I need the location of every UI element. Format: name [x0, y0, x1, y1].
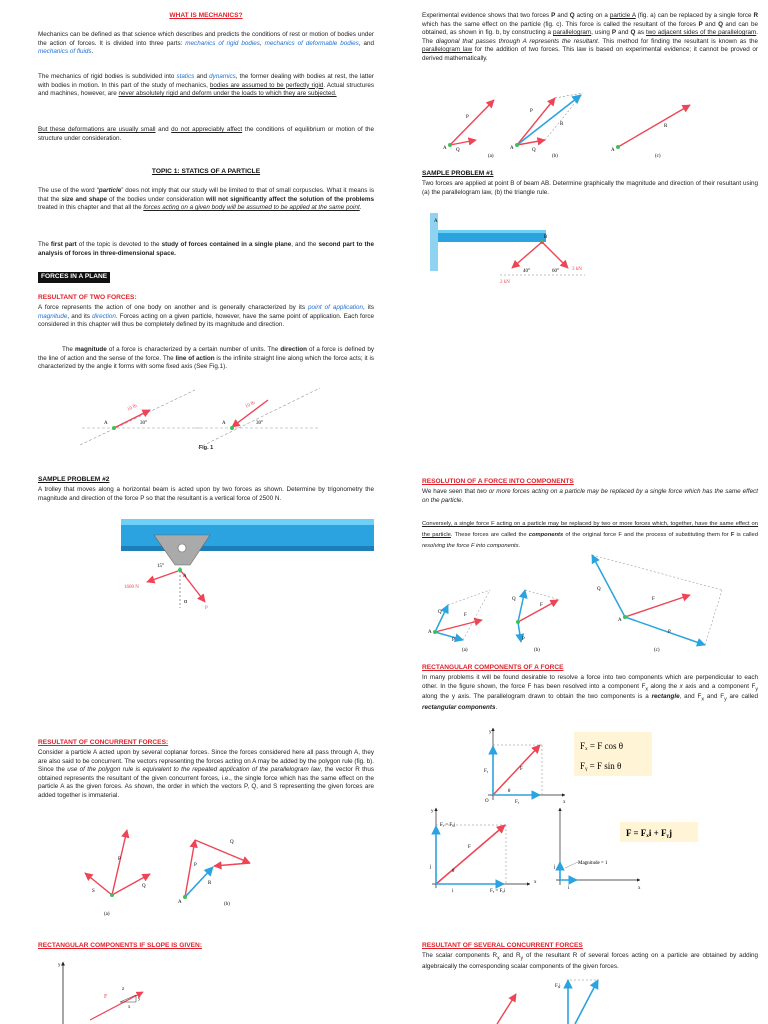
- svg-text:y: y: [431, 809, 434, 814]
- topic-paragraph-2: The first part of the topic is devoted to the study of forces contained in a single plane, and the second part to the analysis of forces in three-dimensional space.: [38, 241, 374, 257]
- resolution-figure-c: [592, 555, 722, 653]
- svg-text:Q: Q: [512, 597, 516, 602]
- several-concurrent-text: The scalar components $R_x$ and $R_y$ of the resultant R of several forces acting on a particle are obtained by adding algebraically the corresponding scalar components of the given forces.: [422, 952, 758, 970]
- svg-text:S: S: [92, 889, 95, 894]
- svg-text:y: y: [138, 997, 141, 1002]
- svg-text:F: F: [468, 845, 471, 850]
- fig1-angle-label: 30°: [140, 421, 147, 426]
- rectangular-components-text: In many problems it will be found desirable to resolve a force into two components which are perpendicular to each other. In the figure shown, the force F has been resolved into a component $F_x$ along the x axis and a component $F_y$ along the y axis. The parallelogram drawn to obtain the two components is a rectangle, and $F_x$ and $F_y$ are called rectangular components.: [422, 674, 758, 712]
- svg-text:P: P: [530, 109, 533, 114]
- svg-text:A: A: [428, 630, 432, 635]
- sample-problem-1-title: SAMPLE PROBLEM #1: [422, 170, 494, 177]
- svg-text:O: O: [485, 799, 489, 804]
- rectangular-components-title: RECTANGULAR COMPONENTS OF A FORCE: [422, 664, 564, 671]
- sample-problem-1-figure: [430, 213, 585, 285]
- svg-text:Fᵧj: Fᵧj: [555, 984, 561, 989]
- intro-paragraph-3: But these deformations are usually small and do not appreciably affect the conditions of equilibrium or motion of the structure under consideration.: [38, 126, 375, 142]
- svg-text:Q: Q: [230, 840, 234, 845]
- equation-fy: Fᵧ = F sin θ: [580, 761, 622, 771]
- sample-problem-2-title: SAMPLE PROBLEM #2: [38, 476, 110, 483]
- svg-text:A: A: [443, 146, 447, 151]
- several-concurrent-title: RESULTANT OF SEVERAL CONCURRENT FORCES: [422, 942, 583, 949]
- parallelogram-figure-a: [443, 100, 494, 159]
- svg-text:Fₓ: Fₓ: [515, 800, 520, 805]
- resolution-figure-a: [428, 590, 490, 653]
- svg-text:P: P: [668, 630, 671, 635]
- resolution-text-1: We have seen that two or more forces acting on a particle may be replaced by a single force which has the same effect on the particle.: [422, 488, 758, 504]
- concurrent-forces-title: RESULTANT OF CONCURRENT FORCES:: [38, 739, 169, 746]
- slope-figure: [58, 962, 143, 1024]
- concurrent-forces-text: Consider a particle A acted upon by several coplanar forces. Since the forces considered here all pass through A, they are also said to be concurrent. The vectors representing the forces acting on A may be added by the polygon rule (fig. b). Since the use of the polygon rule is equivalent to the repeated application of the parallelogram law, the vector R thus obtained represents the resultant of the given concurrent forces, i.e., the single force which has the same effect on the particle A as the given forces. As shown, the order in which the vectors P, Q, and S representing the given forces are added together is immaterial.: [38, 749, 374, 799]
- svg-text:y: y: [58, 963, 61, 968]
- svg-text:Q: Q: [142, 884, 146, 889]
- svg-text:F: F: [464, 613, 467, 618]
- svg-text:A: A: [178, 900, 182, 905]
- rect-components-figure-top: [484, 728, 566, 805]
- section-title-mechanics: WHAT IS MECHANICS?: [169, 12, 243, 19]
- experimental-evidence-text: Experimental evidence shows that two forces P and Q acting on a particle A (fig. a) can be replaced by a single force R which has the same effect on the particle (fig. c). This force is called the resultant of the forces P and Q and can be obtained, as shown in fig. b, by constructing a parallelogram, using P and Q as two adjacent sides of the parallelogram. The diagonal that passes through A represents the resultant. This method for finding the resultant is known as the parallelogram law for the addition of two forces. This law is based on experimental evidence; it cannot be proved or derived mathematically.: [422, 12, 759, 62]
- svg-text:R: R: [208, 881, 212, 886]
- svg-text:P: P: [194, 863, 197, 868]
- svg-text:F: F: [540, 603, 543, 608]
- svg-text:θ: θ: [508, 789, 511, 794]
- sp2-angle-label: 15°: [157, 564, 164, 569]
- svg-text:(c): (c): [655, 154, 661, 159]
- resolution-title: RESOLUTION OF A FORCE INTO COMPONENTS: [422, 478, 574, 485]
- sample-problem-1-text: Two forces are applied at point B of beam AB. Determine graphically the magnitude and direction of their resultant using (a) the parallelogram law, (b) the triangle rule.: [422, 180, 758, 196]
- svg-text:j: j: [430, 865, 432, 870]
- svg-text:x: x: [563, 800, 566, 805]
- svg-text:(a): (a): [488, 154, 494, 159]
- rect-components-equations: [574, 732, 698, 842]
- svg-text:60°: 60°: [552, 269, 559, 274]
- svg-text:10 lb: 10 lb: [244, 400, 256, 410]
- svg-text:x: x: [534, 880, 537, 885]
- svg-text:Q: Q: [438, 610, 442, 615]
- svg-text:A: A: [222, 421, 226, 426]
- svg-text:30°: 30°: [256, 421, 263, 426]
- svg-text:B: B: [544, 235, 548, 240]
- resultant-paragraph-1: A force represents the action of one body on another and is generally characterized by its point of application, its magnitude, and its direction. Forces acting on a given particle, however, have the same point of application. Each force considered in this chapter will thus be completely defined by its magnitude and direction.: [38, 304, 375, 329]
- svg-text:θ: θ: [452, 869, 455, 874]
- svg-text:Fₓ = Fₓi: Fₓ = Fₓi: [490, 889, 506, 894]
- svg-text:i: i: [452, 889, 454, 894]
- svg-text:Fᵧ: Fᵧ: [484, 769, 489, 774]
- svg-text:y: y: [489, 730, 492, 735]
- unit-vectors-figure: [553, 808, 641, 891]
- svg-text:A: A: [618, 618, 622, 623]
- svg-text:R: R: [560, 122, 564, 127]
- intro-paragraph-1: Mechanics can be defined as that science which describes and predicts the conditions of rest or motion of bodies under the action of forces. It is divided into three parts: mechanics of rigid bodies, mechanics of deformable bodies, and mechanics of fluids.: [38, 31, 375, 56]
- svg-text:x: x: [128, 1005, 131, 1010]
- concurrent-figure-a: [85, 830, 150, 917]
- svg-text:(a): (a): [462, 648, 468, 653]
- svg-text:Magnitude = 1: Magnitude = 1: [578, 861, 608, 866]
- topic-paragraph-1: The use of the word “particle” does not imply that our study will be limited to that of small corpuscles. What it means is that the size and shape of the bodies under consideration will not significantly affect the solution of the problems treated in this chapter and that all the forces acting on a given body will be assumed to be applied at the same point.: [38, 187, 374, 212]
- fig1-diagram-right: [195, 388, 320, 448]
- svg-text:Q: Q: [456, 148, 460, 153]
- svg-text:j: j: [554, 865, 556, 870]
- svg-text:P: P: [522, 637, 525, 642]
- svg-text:Fᵧ = Fᵧj: Fᵧ = Fᵧj: [440, 823, 455, 828]
- svg-text:A: A: [434, 219, 438, 224]
- resolution-figure-b: [512, 590, 560, 653]
- svg-text:(b): (b): [534, 648, 540, 653]
- sp2-alpha: α: [184, 599, 188, 605]
- svg-text:40°: 40°: [523, 269, 530, 274]
- svg-text:A: A: [611, 148, 615, 153]
- parallelogram-figure-c: [611, 105, 690, 159]
- fig1-point-a: A: [104, 421, 108, 426]
- rect-components-figure-bottom: [429, 808, 537, 894]
- fig1-caption: Fig. 1: [198, 445, 214, 451]
- svg-text:F: F: [652, 597, 655, 602]
- svg-text:Q: Q: [532, 148, 536, 153]
- svg-text:R: R: [664, 124, 668, 129]
- parallelogram-figure-b: [510, 93, 583, 159]
- svg-text:F: F: [520, 767, 523, 772]
- sample-problem-2-figure: [121, 519, 374, 611]
- svg-text:P: P: [466, 115, 469, 120]
- concurrent-figure-b: [178, 840, 250, 907]
- svg-text:(c): (c): [654, 648, 660, 653]
- fig1-force-label: 10 lb: [126, 403, 138, 413]
- svg-text:P: P: [452, 638, 455, 643]
- svg-text:(b): (b): [552, 154, 558, 159]
- sp2-force-label: 1600 N: [124, 585, 139, 590]
- sample-problem-2-text: A trolley that moves along a horizontal beam is acted upon by two forces as shown. Determine by trigonometry the magnitude and direction of the force P so that the resultant is a vertical force of 2500 N.: [38, 486, 374, 502]
- rect-components-slope-title: RECTANGULAR COMPONENTS IF SLOPE IS GIVEN:: [38, 942, 202, 949]
- several-concurrent-figure: [497, 980, 598, 1024]
- topic-title: TOPIC 1: STATICS OF A PARTICLE: [151, 168, 261, 175]
- intro-paragraph-2: The mechanics of rigid bodies is subdivided into statics and dynamics, the former dealing with bodies at rest, the latter with bodies in motion. In this part of the study of mechanics, bodies are assumed to be perfectly rigid. Actual structures and machines, however, are never absolutely rigid and deform under the loads to which they are subjected.: [38, 73, 374, 98]
- equation-vector: F = Fₓi + Fᵧj: [626, 828, 673, 838]
- equation-fx: Fₓ = F cos θ: [580, 741, 624, 751]
- resultant-two-forces-title: RESULTANT OF TWO FORCES:: [38, 294, 137, 301]
- svg-text:Q: Q: [597, 587, 601, 592]
- svg-text:P: P: [118, 857, 121, 862]
- resolution-text-2: Conversely, a single force F acting on a particle may be replaced by two or more forces which, together, have the same effect on the particle. These forces are called the components of the original force F and the process of substituting them for F is called resolving the force F into components.: [422, 521, 758, 549]
- forces-in-a-plane-tag: FORCES IN A PLANE: [38, 272, 110, 283]
- svg-text:F: F: [104, 994, 108, 1000]
- svg-text:3 kN: 3 kN: [572, 267, 582, 272]
- resultant-paragraph-2: The magnitude of a force is characterized by a certain number of units. The direction of a force is defined by the line of action and the sense of the force. The line of action is the infinite straight line along which the force acts; it is characterized by the angle it forms with some fixed axis (See Fig.1).: [38, 346, 374, 371]
- sp2-p-label: P: [205, 606, 208, 611]
- svg-text:2 kN: 2 kN: [500, 280, 510, 285]
- fig1-diagram-left: [80, 390, 200, 445]
- svg-text:x: x: [638, 886, 641, 891]
- conc-fig-b-label: (b): [224, 902, 230, 907]
- conc-fig-a-label: (a): [104, 912, 110, 917]
- svg-text:i: i: [568, 886, 570, 891]
- svg-text:A: A: [510, 146, 514, 151]
- sp2-point-a: A: [183, 574, 187, 579]
- svg-text:z: z: [122, 987, 125, 992]
